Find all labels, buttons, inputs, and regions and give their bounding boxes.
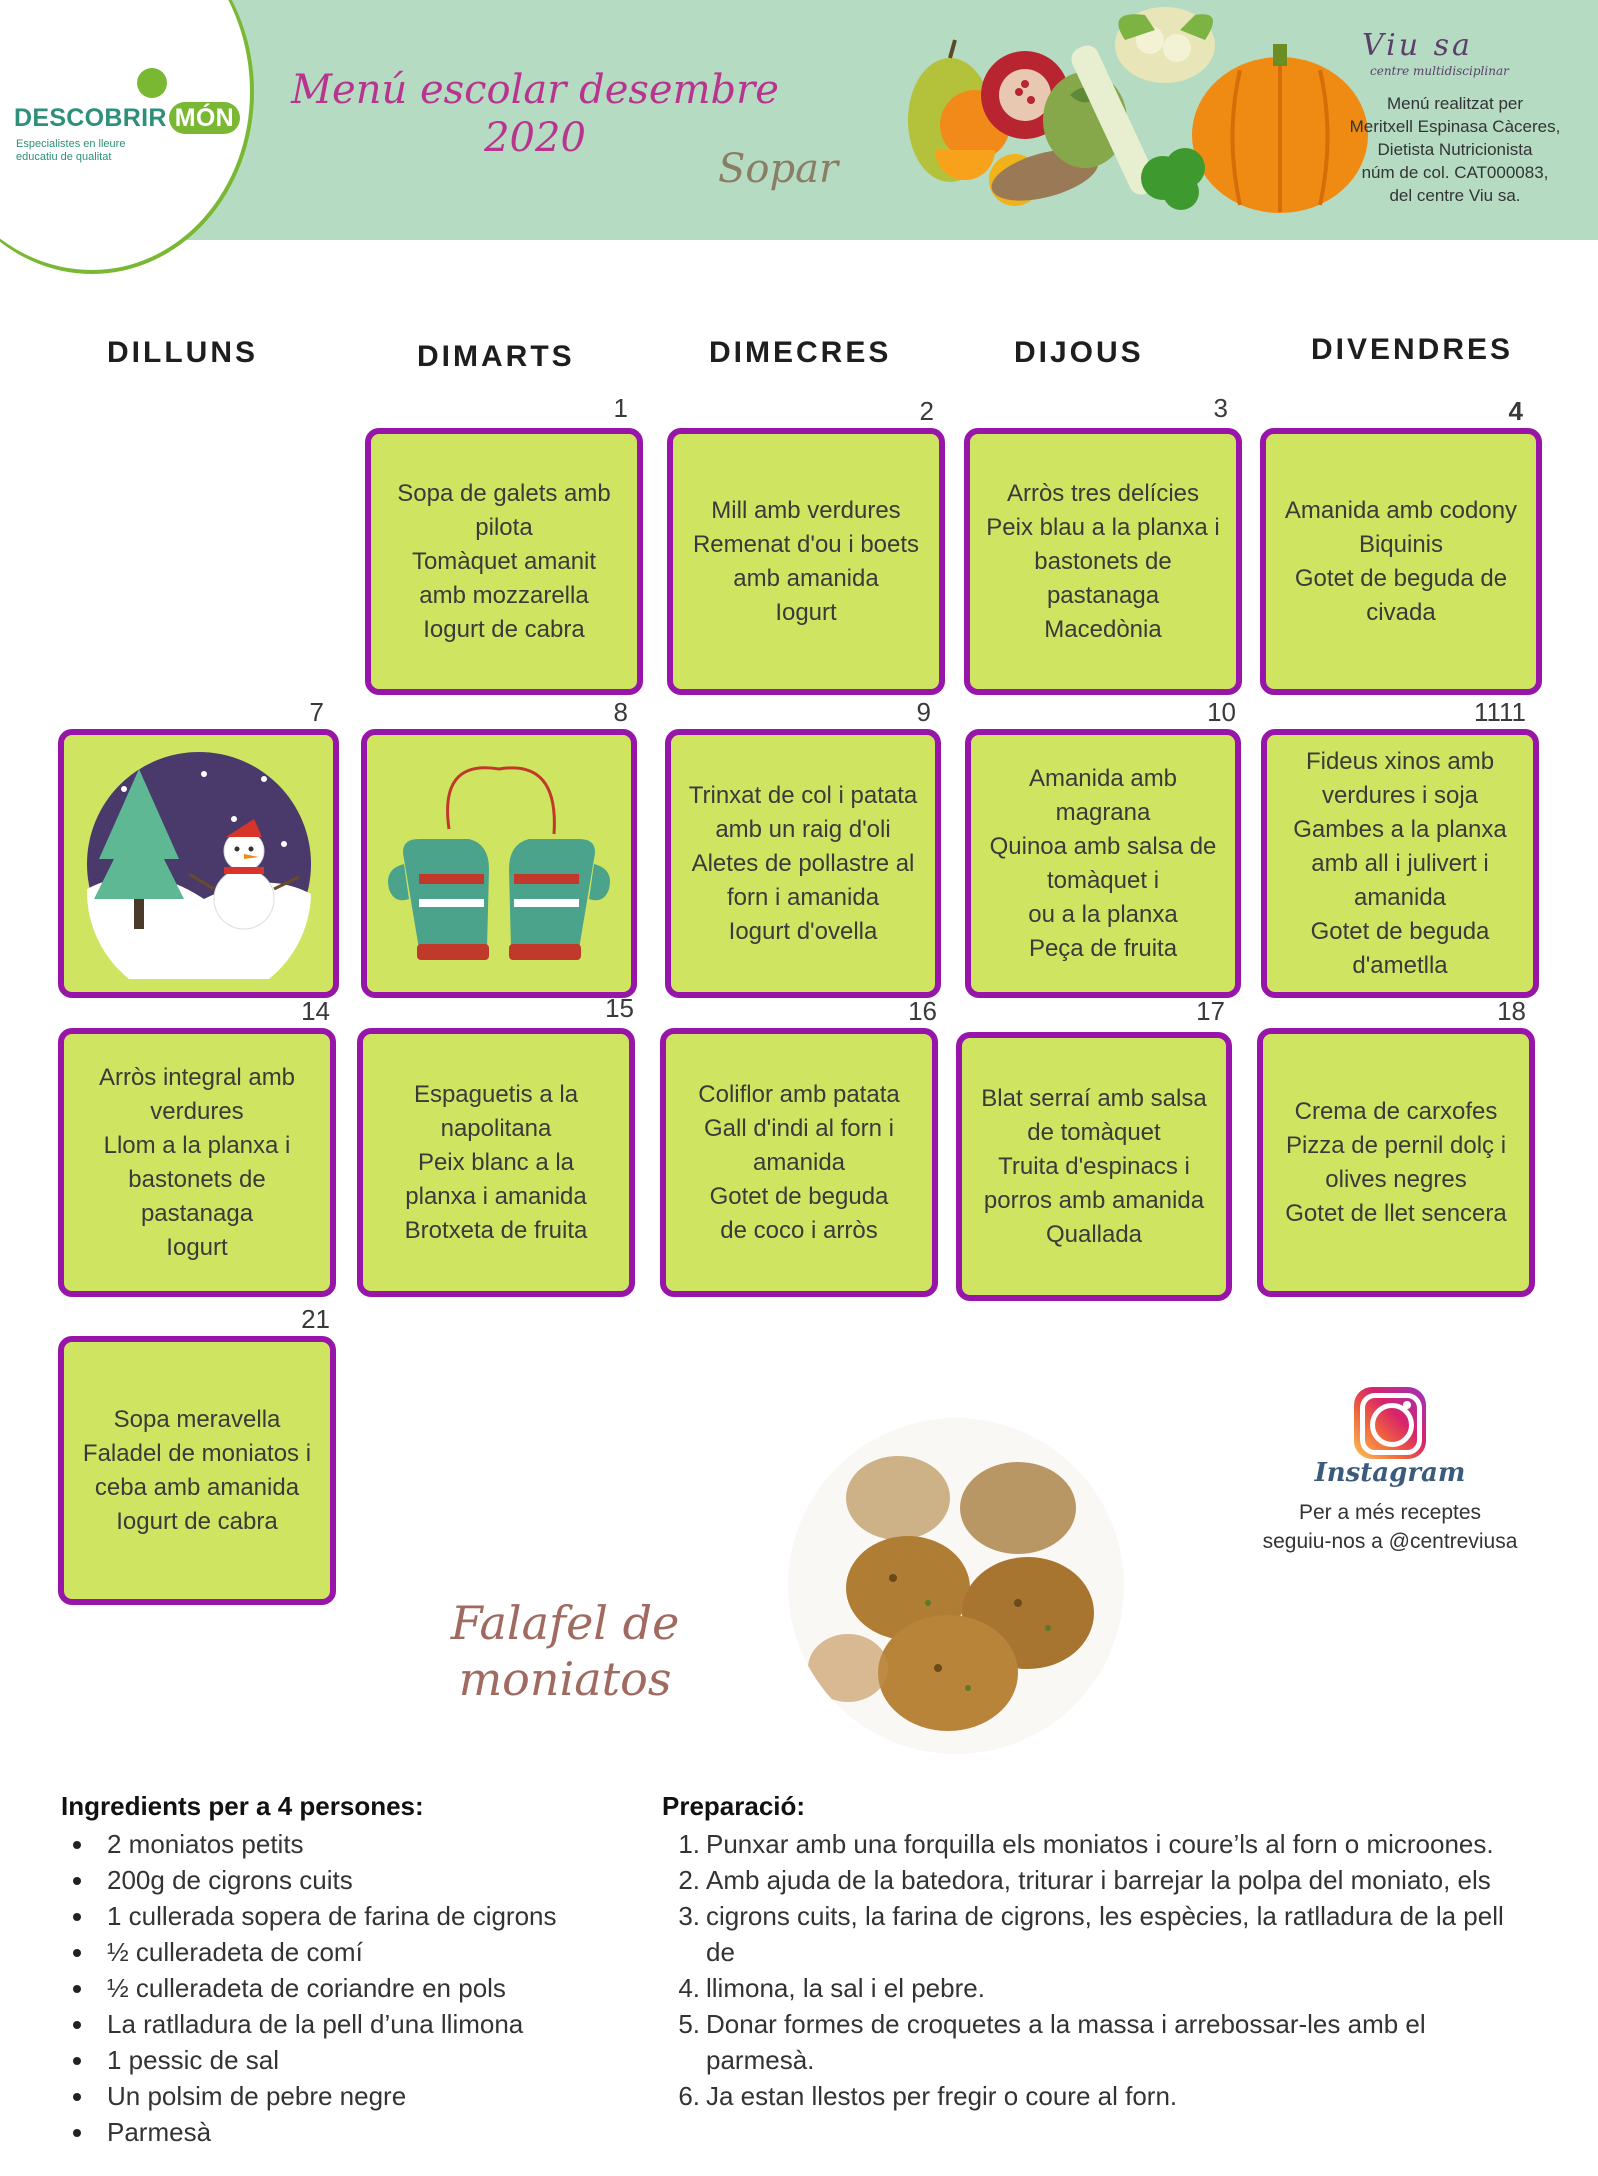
menu-cell [956, 1032, 1232, 1301]
title-line-1: Menú escolar desembre [291, 67, 779, 113]
menu-cell [58, 1028, 336, 1297]
menu-line: Mill amb verdures [711, 496, 901, 524]
author-line: Dietista Nutricionista [1377, 140, 1533, 159]
menu-line: Faladel de moniatos i [82, 1439, 312, 1467]
menu-line: pastanaga [140, 1199, 254, 1227]
step-text: Amb ajuda de la batedora, triturar i barrejar la polpa del moniato, els [706, 1865, 1491, 1895]
step-item [660, 1970, 1560, 2006]
author-line: del centre Viu sa. [1389, 186, 1521, 205]
menu-line: Coliflor amb patata [698, 1080, 900, 1108]
brand-name: Viu sa [1362, 28, 1473, 63]
brand-tagline: centre multidisciplinar [1370, 64, 1509, 78]
menu-line: pastanaga [1046, 581, 1160, 609]
menu-line: Crema de carxofes [1294, 1097, 1498, 1125]
menu-line: amanida [752, 1148, 846, 1176]
ingredient-item: ½ culleradeta de comí [61, 1934, 661, 1970]
menu-line: napolitana [440, 1114, 552, 1142]
step-number: 3. [678, 1901, 700, 1931]
logo [14, 104, 240, 133]
menu-line: Sopa meravella [113, 1405, 281, 1433]
menu-cell [660, 1028, 938, 1297]
menu-line: forn i amanida [726, 883, 880, 911]
step-item [660, 2078, 1560, 2114]
day-number: 18 [1497, 996, 1526, 1026]
menu-line: Macedònia [1044, 615, 1162, 643]
menu-line: Arròs integral amb [98, 1063, 296, 1091]
menu-cell-image [361, 729, 637, 998]
menu-line: Quallada [1045, 1220, 1143, 1248]
step-number: 1. [678, 1829, 700, 1859]
day-number: 7 [309, 697, 324, 727]
step-item [660, 1862, 1560, 1898]
ingredient-item: 200g de cigrons cuits [61, 1862, 661, 1898]
menu-line: Iogurt de cabra [116, 1507, 278, 1535]
menu-cell [964, 428, 1242, 695]
menu-line: Gambes a la planxa [1293, 815, 1507, 843]
menu-line: bastonets de [1034, 547, 1172, 575]
page-subtitle: Sopar [718, 146, 839, 192]
vegetables-illustration [895, 0, 1385, 235]
instagram-line: seguiu-nos a @centreviusa [1262, 1530, 1518, 1553]
step-number: 6. [678, 2081, 700, 2111]
author-line: Menú realitzat per [1386, 94, 1524, 113]
menu-line: Fideus xinos amb [1305, 747, 1495, 775]
menu-line: verdures [150, 1097, 244, 1125]
day-number: 1111 [1473, 697, 1526, 727]
menu-line: Peça de fruita [1028, 934, 1178, 962]
menu-line: planxa i amanida [405, 1182, 587, 1210]
step-item [660, 1826, 1560, 1862]
menu-line: bastonets de [128, 1165, 266, 1193]
menu-line: magrana [1055, 798, 1151, 826]
menu-cell [965, 729, 1241, 998]
menu-line: amb un raig d'oli [715, 815, 891, 843]
day-number: 1 [613, 393, 628, 423]
menu-line: Iogurt de cabra [423, 615, 585, 643]
step-text: Punxar amb una forquilla els moniatos i coure’ls al forn o microones. [706, 1829, 1494, 1859]
logo-dot [137, 68, 167, 98]
menu-line: pilota [475, 513, 533, 541]
step-text: de [706, 1937, 735, 1967]
ingredients-list [61, 1826, 661, 2150]
menu-cell [1260, 428, 1542, 695]
menu-line: Peix blanc a la [417, 1148, 575, 1176]
menu-line: Sopa de galets amb [397, 479, 611, 507]
menu-line: Gotet de beguda de [1294, 564, 1508, 592]
menu-cell [58, 1336, 336, 1605]
menu-cell [1257, 1028, 1535, 1297]
author-line: Meritxell Espinasa Càceres, [1349, 117, 1561, 136]
menu-line: amb all i julivert i [1311, 849, 1489, 877]
day-header-monday: DILLUNS [107, 336, 258, 369]
ingredient-item: Parmesà [61, 2114, 661, 2150]
menu-cell [1261, 729, 1539, 998]
ingredient-item: 1 pessic de sal [61, 2042, 661, 2078]
menu-line: amanida [1353, 883, 1447, 911]
day-header-friday: DIVENDRES [1311, 333, 1514, 366]
preparation-steps [660, 1826, 1560, 2114]
menu-line: Gotet de beguda [709, 1182, 889, 1210]
day-header-tuesday: DIMARTS [417, 340, 575, 373]
instagram-icon[interactable] [1354, 1387, 1426, 1459]
menu-line: de coco i arròs [720, 1216, 878, 1244]
day-header-wednesday: DIMECRES [709, 336, 892, 369]
day-number: 10 [1207, 697, 1236, 727]
menu-line: Brotxeta de fruita [404, 1216, 588, 1244]
day-number: 17 [1196, 996, 1225, 1026]
menu-line: Remenat d'ou i boets [692, 530, 920, 558]
instagram-label: Instagram [1314, 1458, 1466, 1488]
menu-line: civada [1366, 598, 1436, 626]
menu-line: Truita d'espinacs i [998, 1152, 1190, 1180]
menu-line: Peix blau a la planxa i [986, 513, 1220, 541]
menu-line: d'ametlla [1352, 951, 1448, 979]
menu-line: olives negres [1325, 1165, 1467, 1193]
menu-line: Iogurt [166, 1233, 228, 1261]
ingredient-item: La ratlladura de la pell d’una llimona [61, 2006, 661, 2042]
ingredient-item: 1 cullerada sopera de farina de cigrons [61, 1898, 661, 1934]
title-line-2: 2020 [484, 115, 586, 161]
falafel-photo [788, 1418, 1124, 1754]
menu-line: Tomàquet amanit [411, 547, 597, 575]
logo-badge [0, 0, 254, 274]
menu-line: Iogurt [775, 598, 837, 626]
day-number: 14 [301, 996, 330, 1026]
menu-line: amb amanida [733, 564, 879, 592]
menu-line: ceba amb amanida [94, 1473, 300, 1501]
day-number: 4 [1508, 396, 1523, 426]
step-number: 2. [678, 1865, 700, 1895]
menu-line: Llom a la planxa i [103, 1131, 291, 1159]
menu-cell [357, 1028, 635, 1297]
author-line: núm de col. CAT000083, [1361, 163, 1549, 182]
menu-line: Espaguetis a la [413, 1080, 579, 1108]
menu-line: Gall d'indi al forn i [703, 1114, 894, 1142]
instagram-text [1240, 1498, 1540, 1556]
step-item [660, 2006, 1560, 2042]
menu-line: de tomàquet [1027, 1118, 1161, 1146]
menu-line: Amanida amb [1028, 764, 1178, 792]
falafel-image [788, 1418, 1124, 1754]
menu-line: verdures i soja [1321, 781, 1479, 809]
menu-line: Iogurt d'ovella [728, 917, 878, 945]
menu-cell [665, 729, 941, 998]
menu-cell [667, 428, 945, 695]
ingredient-item: Un polsim de pebre negre [61, 2078, 661, 2114]
header-banner [0, 0, 1598, 240]
step-number: 4. [678, 1973, 700, 2003]
menu-cell-image [58, 729, 339, 998]
step-text: parmesà. [706, 2045, 815, 2075]
day-number: 9 [916, 697, 931, 727]
instagram-line: Per a més receptes [1298, 1501, 1482, 1524]
snowman-tree-icon [84, 749, 314, 979]
ingredients-heading: Ingredients per a 4 persones: [61, 1791, 424, 1821]
menu-line: porros amb amanida [983, 1186, 1205, 1214]
menu-cell [365, 428, 643, 695]
menu-line: Trinxat de col i patata [688, 781, 918, 809]
ingredient-item: ½ culleradeta de coriandre en pols [61, 1970, 661, 2006]
menu-line: Biquinis [1358, 530, 1444, 558]
step-text: Ja estan llestos per fregir o coure al forn. [706, 2081, 1178, 2111]
recipe-title-line-1: Falafel de [450, 1596, 680, 1650]
day-number: 8 [613, 697, 628, 727]
step-text: llimona, la sal i el pebre. [706, 1973, 985, 2003]
day-number: 21 [301, 1304, 330, 1334]
menu-line: Arròs tres delícies [1006, 479, 1200, 507]
logo-tagline: Especialistes en lleure educatiu de qualitat [16, 138, 126, 163]
logo-accent: MÓN [169, 102, 240, 134]
step-item [660, 1898, 1560, 1934]
menu-line: Gotet de llet sencera [1285, 1199, 1507, 1227]
step-item [660, 2042, 1560, 2078]
day-number: 15 [605, 993, 634, 1023]
menu-line: Amanida amb codony [1284, 496, 1518, 524]
menu-line: Aletes de pollastre al [691, 849, 915, 877]
menu-line: ou a la planxa [1028, 900, 1178, 928]
recipe-title-line-2: moniatos [458, 1652, 672, 1706]
recipe-title [430, 1595, 700, 1707]
logo-name: DESCOBRIR [14, 104, 167, 132]
step-text: cigrons cuits, la farina de cigrons, les espècies, la ratlladura de la pell [706, 1901, 1504, 1931]
mittens-icon [379, 749, 619, 979]
menu-line: amb mozzarella [419, 581, 589, 609]
menu-line: tomàquet i [1046, 866, 1160, 894]
day-number: 16 [908, 996, 937, 1026]
menu-line: Blat serraí amb salsa [981, 1084, 1207, 1112]
ingredient-item: 2 moniatos petits [61, 1826, 661, 1862]
menu-line: Quinoa amb salsa de [989, 832, 1217, 860]
preparation-heading: Preparació: [662, 1791, 806, 1821]
step-text: Donar formes de croquetes a la massa i arrebossar-les amb el [706, 2009, 1426, 2039]
step-item [660, 1934, 1560, 1970]
menu-line: Pizza de pernil dolç i [1285, 1131, 1507, 1159]
day-number: 2 [919, 396, 934, 426]
author-note [1330, 92, 1580, 207]
menu-line: Gotet de beguda [1310, 917, 1490, 945]
step-number: 5. [678, 2009, 700, 2039]
day-number: 3 [1213, 393, 1228, 423]
day-header-thursday: DIJOUS [1014, 336, 1144, 369]
